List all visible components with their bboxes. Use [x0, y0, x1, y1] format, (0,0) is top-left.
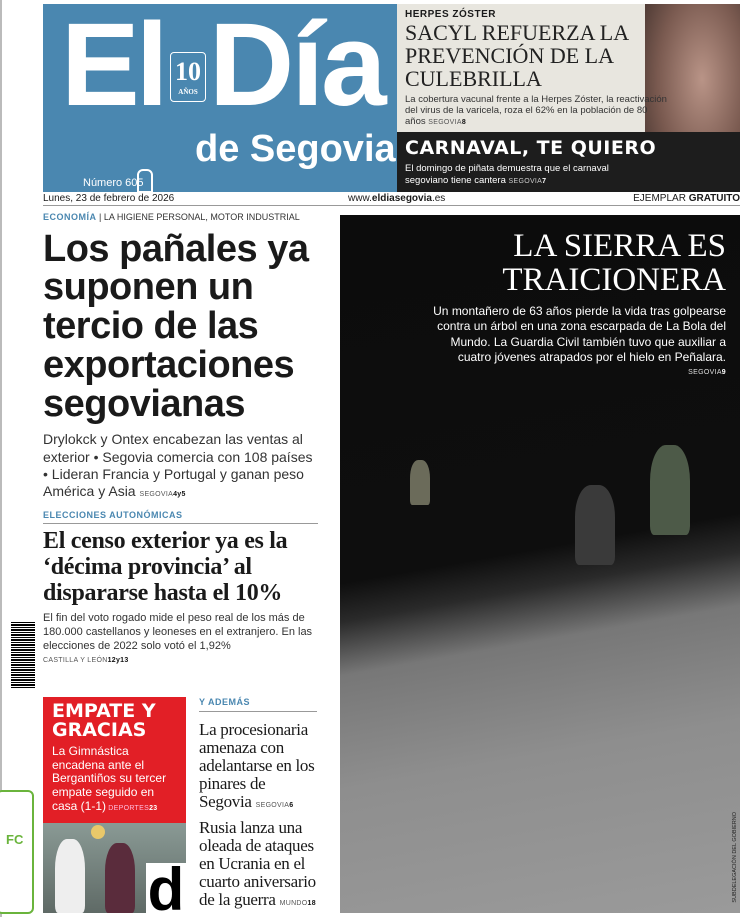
anniversary-number: 10: [175, 57, 201, 86]
sports-deck: La Gimnástica encadena ante el Bergantiños su tercer empate seguido en casa (1-1) DEPORTES23: [52, 743, 167, 813]
carnaval-headline: CARNAVAL, TE QUIERO: [405, 137, 657, 159]
sports-ref: DEPORTES23: [106, 804, 158, 812]
masthead-title-dia: Día: [209, 0, 384, 131]
also-item[interactable]: [199, 819, 317, 909]
photo-headline: LA SIERRA ES TRAICIONERA: [502, 228, 726, 299]
climber-figure: [650, 445, 690, 535]
also-ref: MUNDO18: [279, 899, 316, 907]
date: Lunes, 23 de febrero de 2026: [43, 193, 175, 204]
crest-icon: [137, 169, 153, 193]
teaser-ref: SEGOVIA8: [428, 119, 467, 127]
also-item[interactable]: [199, 721, 317, 811]
climber-figure: [410, 460, 430, 505]
teaser-carnaval[interactable]: [397, 132, 740, 192]
lead-section: ECONOMÍA | LA HIGIENE PERSONAL, MOTOR INDUSTRIAL: [43, 212, 300, 222]
website-link[interactable]: www.eldiasegovia.es: [348, 193, 446, 204]
also-ref: SEGOVIA6: [255, 801, 294, 809]
player-figure: [55, 839, 85, 913]
also-headline: Rusia lanza una oleada de ataques en Ucrania en el cuarto aniversario de la guerra MUNDO18: [199, 817, 316, 909]
sports-story[interactable]: [43, 697, 186, 913]
anniversary-label: AÑOS: [178, 88, 198, 96]
also-section: [199, 697, 317, 909]
carnaval-deck: El domingo de piñata demuestra que el carnaval segoviano tiene cantera SEGOVIA7: [405, 163, 609, 187]
teaser-herpes[interactable]: [397, 4, 740, 192]
elections-headline[interactable]: El censo exterior ya es la ‘décima provincia’ al dispararse hasta el 10%: [43, 528, 288, 607]
barcode: [11, 622, 35, 688]
elections-ref: CASTILLA Y LEÓN12y13: [43, 657, 129, 665]
photo-ref: SEGOVIA9: [688, 369, 726, 376]
ad-text: FC: [6, 832, 24, 847]
page-border: [0, 0, 2, 917]
also-headline: La procesionaria amenaza con adelantarse en los pinares de Segovia SEGOVIA6: [199, 719, 315, 811]
carnaval-ref: SEGOVIA7: [508, 178, 547, 186]
sports-headline: EMPATE Y GRACIAS: [52, 700, 156, 742]
main-photo-story[interactable]: [340, 215, 740, 913]
lead-headline[interactable]: Los pañales ya suponen un tercio de las exportaciones segovianas: [43, 227, 309, 425]
ad-box[interactable]: [0, 790, 34, 914]
sports-photo: [43, 823, 186, 913]
teaser-headline: SACYL REFUERZA LA PREVENCIÓN DE LA CULEBRILLA: [405, 20, 628, 91]
masthead-title: El: [61, 0, 165, 131]
left-column: [43, 212, 318, 667]
elections-deck: El fin del voto rogado mide el peso real de los más de 180.000 castellanos y leoneses en el extranjero. En las elecciones de 2022 solo votó el 1,92% CASTILLA Y LEÓN12y13: [43, 612, 313, 665]
ball: [91, 825, 105, 839]
price-label: EJEMPLAR GRATUITO: [633, 193, 740, 204]
teaser-text: [405, 9, 667, 128]
sports-text: [52, 702, 182, 814]
masthead[interactable]: [43, 0, 397, 192]
anniversary-badge: [170, 52, 206, 102]
teaser-deck: La cobertura vacunal frente a la Herpes Zóster, la reactivación del virus de la varicela, roza el 62% en la población de 80 años SEGOVIA8: [405, 93, 667, 128]
masthead-subtitle: de Segovia: [195, 128, 396, 170]
photo-deck: Un montañero de 63 años pierde la vida tras golpearse contra un árbol en una zona escarpada de La Bola del Mundo. La Guardia Civil también tuvo que auxiliar a cuatro jóvenes atrapados por el hielo en Peñalara.: [433, 303, 726, 365]
sports-logo: d: [147, 856, 185, 913]
player-figure: [105, 843, 135, 913]
photo-credit: SUBDELEGACIÓN DEL GOBIERNO: [732, 812, 738, 903]
photo-text: [426, 229, 726, 376]
also-heading: Y ADEMÁS: [199, 697, 317, 712]
issue-number: Número 605: [83, 177, 144, 189]
dateline: [43, 192, 740, 206]
lead-ref: SEGOVIA4y5: [139, 490, 186, 498]
climber-figure: [575, 485, 615, 565]
lead-deck: Drylokck y Ontex encabezan las ventas al exterior • Segovia comercia con 108 países • Lideran Francia y Portugal y ganan peso América y Asia SEGOVIA4y5: [43, 431, 313, 499]
teaser-kicker: HERPES ZÓSTER: [405, 9, 496, 20]
elections-section: ELECCIONES AUTONÓMICAS: [43, 510, 318, 525]
